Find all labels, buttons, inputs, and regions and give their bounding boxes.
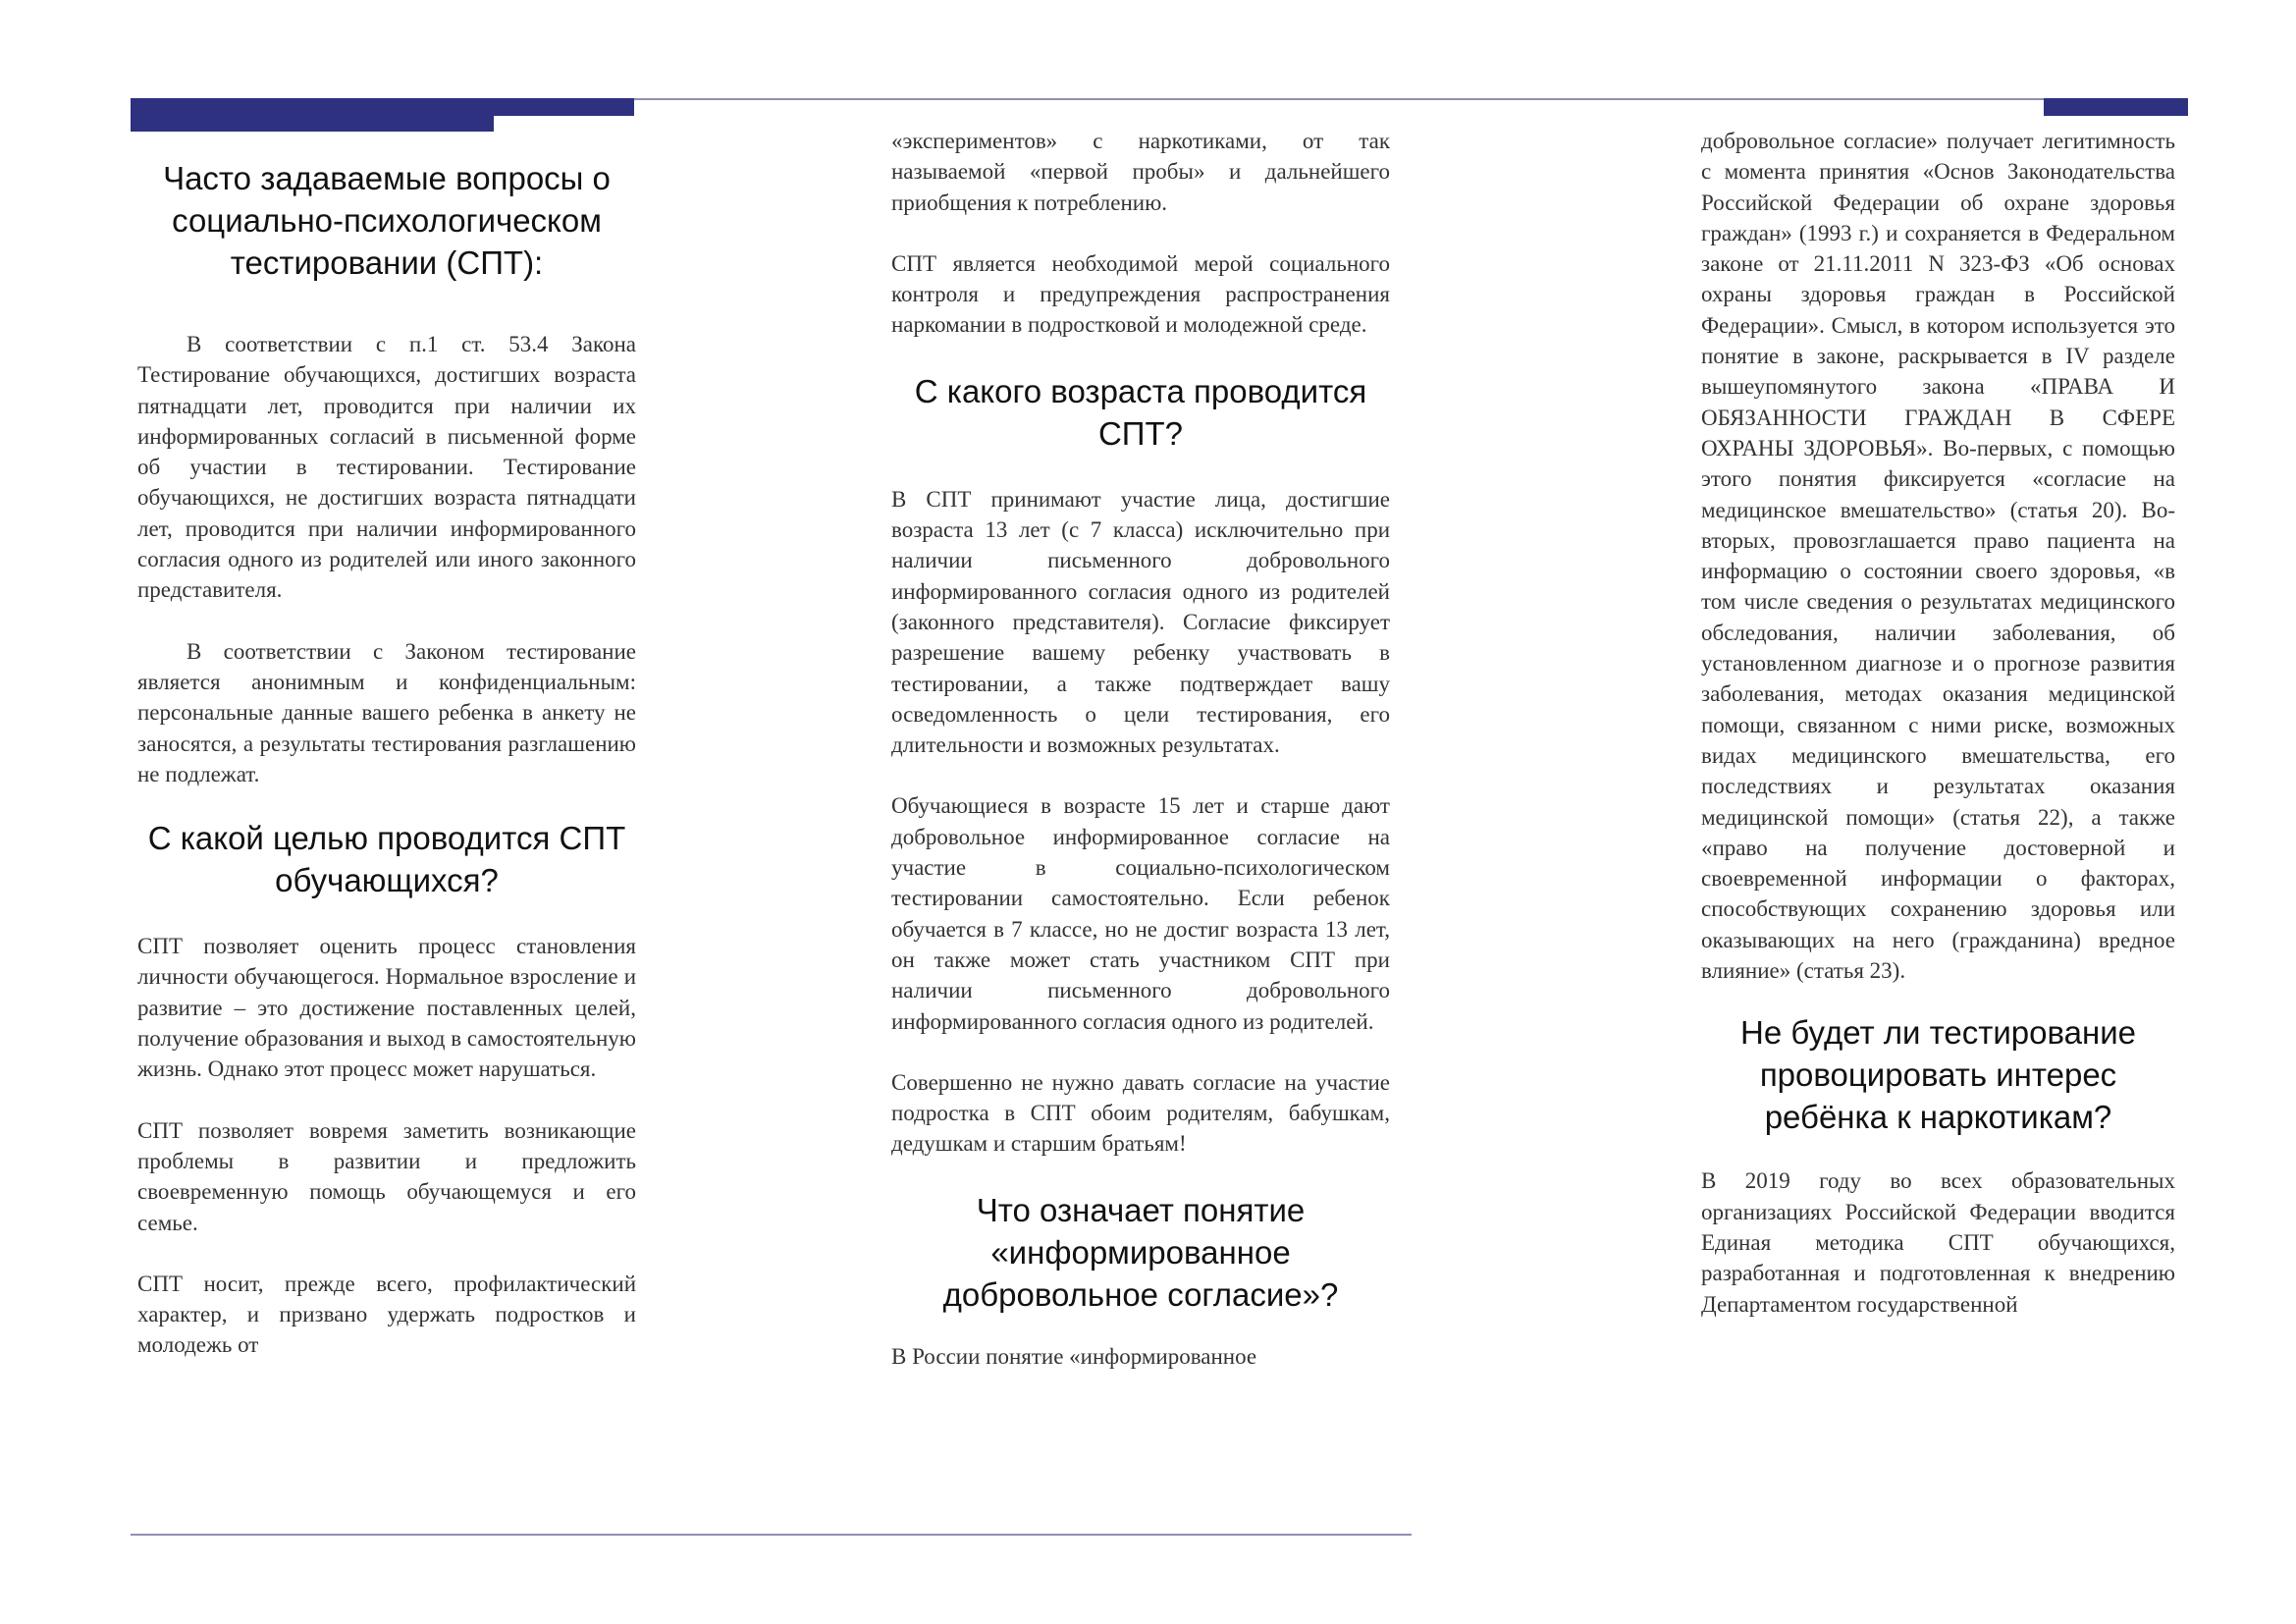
paragraph-russia-concept: В России понятие «информированное — [891, 1343, 1257, 1369]
paragraph-legal-basis: добровольное согласие» получает легитимность с момента принятия «Основ Законодательства Российской Федерации об охране здоровья граждан» (1993 г.) и сохраняется в Федеральном законе от 21.11.2011 N 323-ФЗ «Об основах охраны здоровья граждан в Российской Федерации». Смысл, в котором используется это понятие в законе, раскрывается в IV разделе вышеупомянутого закона «ПРАВА И ОБЯЗАННОСТИ ГРАЖДАН В СФЕРЕ ОХРАНЫ ЗДОРОВЬЯ». Во-первых, с помощью этого понятия фиксируется «согласие на медицинское вмешательство» (статья 20). Во-вторых, провозглашается право пациента на информацию о состоянии своего здоровья, «в том числе сведения о результатах медицинского обследования, наличии заболевания, об установленном диагнозе и о прогнозе развития заболевания, методах оказания медицинской помощи, связанном с ними риске, возможных видах медицинского вмешательства, его последствиях и результатах оказания медицинской помощи» (статья 22), а также «право на получение достоверной и своевременной информации о факторах, способствующих сохранению здоровья или оказывающих на него (гражданина) вредное влияние» (статья 23). — [1701, 129, 2175, 984]
paragraph-age-13: В СПТ принимают участие лица, достигшие возраста 13 лет (с 7 класса) исключительно при наличии письменного добровольного информированного согласия одного из родителей (законного представителя). Согласие фиксирует разрешение вашему ребенку участвовать в тестировании, а также подтверждает вашу осведомленность о цели тестирования, его длительности и возможных результатах. — [891, 486, 1390, 758]
paragraph-purpose-3: СПТ носит, прежде всего, профилактический характер, и призвано удержать подростков и молодежь от — [137, 1271, 636, 1358]
bottom-divider-line — [131, 1534, 1412, 1536]
column-right — [1701, 126, 2175, 1320]
paragraph-purpose-2: СПТ позволяет вовремя заметить возникающие проблемы в развитии и предложить своевременную помощь обучающемуся и его семье. — [137, 1117, 636, 1235]
paragraph-purpose-1: СПТ позволяет оценить процесс становления личности обучающегося. Нормальное взросление и развитие – это достижение поставленных целей, получение образования и выход в самостоятельную жизнь. Однако этот процесс может нарушаться. — [137, 934, 636, 1082]
heading-purpose: С какой целью проводится СПТ обучающихся? — [147, 820, 626, 899]
paragraph-age-15: Обучающиеся в возрасте 15 лет и старше дают добровольное информированное согласие на участие в социально-психологическом тестировании самостоятельно. Если ребенок обучается в 7 классе, но не достиг возраста 13 лет, он также может стать участником СПТ при наличии письменного добровольного информированного согласия одного из родителей. — [891, 793, 1390, 1034]
column-left — [137, 157, 636, 1361]
header-accent-bar-right — [2044, 98, 2188, 116]
paragraph-experiments: «экспериментов» с наркотиками, от так называемой «первой пробы» и дальнейшего приобщения к потреблению. — [891, 129, 1390, 215]
paragraph-parents: Совершенно не нужно давать согласие на участие подростка в СПТ обоим родителям, бабушкам, дедушкам и старшим братьям! — [891, 1069, 1390, 1157]
heading-interest: Не будет ли тестирование провоцировать интерес ребёнка к наркотикам? — [1740, 1014, 2136, 1136]
heading-age: С какого возраста проводится СПТ? — [914, 372, 1367, 452]
faq-main-heading: Часто задаваемые вопросы о социально-психологическом тестировании (СПТ): — [163, 160, 611, 281]
paragraph-law-consent: В соответствии с п.1 ст. 53.4 Закона Тестирование обучающихся, достигших возраста пятнадцати лет, проводится при наличии их информированных согласий в письменной форме об участии в тестировании. Тестирование обучающихся, не достигших возраста пятнадцати лет, проводится при наличии информированного согласия одного из родителей или иного законного представителя. — [137, 332, 636, 603]
paragraph-social-control: СПТ является необходимой мерой социального контроля и предупреждения распространения наркомании в подростковой и молодежной среде. — [891, 250, 1390, 338]
header-accent-bar-thin — [494, 98, 634, 116]
column-middle — [891, 126, 1390, 1372]
heading-informed-consent: Что означает понятие «информированное добровольное согласие»? — [942, 1191, 1339, 1313]
paragraph-anonymity: В соответствии с Законом тестирование является анонимным и конфиденциальным: персональные данные вашего ребенка в анкету не заносятся, а результаты тестирования разглашению не подлежат. — [137, 638, 636, 786]
header-accent-bar — [131, 98, 494, 132]
paragraph-method-2019: В 2019 году во всех образовательных организациях Российской Федерации вводится Единая методика СПТ обучающихся, разработанная и подготовленная к внедрению Департаментом государственной — [1701, 1168, 2175, 1317]
